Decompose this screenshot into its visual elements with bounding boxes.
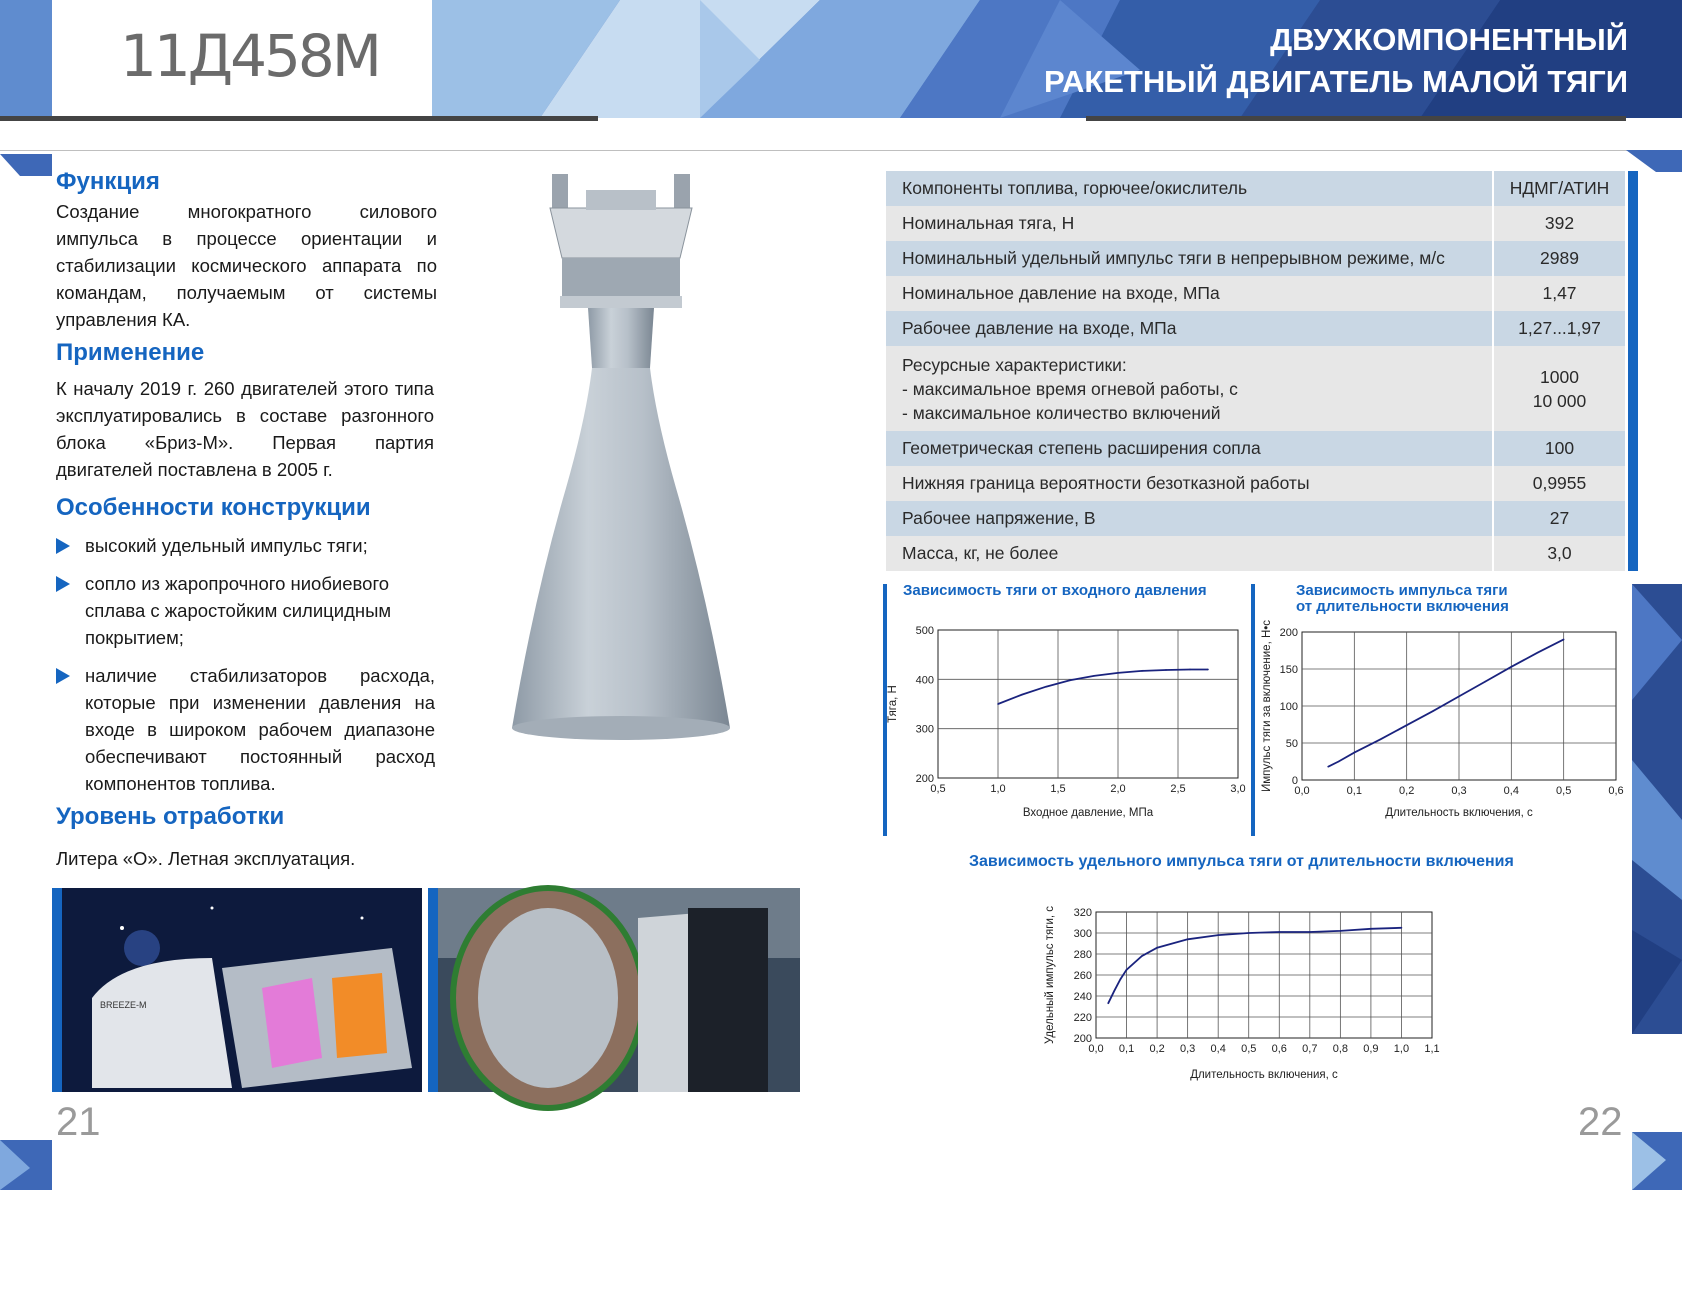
spec-table	[886, 171, 1625, 571]
x-axis-label: Длительность включения, с	[1190, 1069, 1338, 1081]
data-point	[1141, 955, 1143, 957]
data-point	[1120, 978, 1122, 980]
table-row	[886, 206, 1625, 241]
spec-label: Нижняя граница вероятности безотказной работы	[886, 466, 1493, 501]
data-point	[1370, 928, 1372, 930]
specific-impulse-chart	[1030, 890, 1450, 1110]
data-point	[1021, 694, 1023, 696]
data-point	[1338, 761, 1340, 763]
y-tick-label: 240	[1073, 991, 1092, 1003]
spec-value: 1,47	[1493, 276, 1625, 311]
heading-line-2: РАКЕТНЫЙ ДВИГАТЕЛЬ МАЛОЙ ТЯГИ	[1044, 64, 1628, 99]
table-row	[886, 466, 1625, 501]
data-point	[1511, 666, 1513, 668]
heading-line-1: ДВУХКОМПОНЕНТНЫЙ	[1270, 22, 1628, 57]
design-item: наличие стабилизаторов расхода, которые при изменении давления на входе в широком рабочем диапазоне обеспечивают постоянный расход компонентов топлива.	[85, 665, 435, 794]
x-tick-label: 0,4	[1210, 1043, 1226, 1055]
data-point	[1327, 766, 1329, 768]
data-point	[1537, 652, 1539, 654]
breeze-m-photo	[62, 888, 422, 1092]
x-tick-label: 1,0	[990, 783, 1006, 795]
data-point	[1406, 724, 1408, 726]
data-point	[1207, 669, 1209, 671]
photo-right-accent	[428, 888, 438, 1092]
spec-value: 392	[1493, 206, 1625, 241]
spec-label: Рабочее давление на входе, МПа	[886, 311, 1493, 346]
x-tick-label: 0,0	[1088, 1043, 1104, 1055]
x-tick-label: 1,1	[1424, 1043, 1440, 1055]
data-point	[1563, 639, 1565, 641]
table-row	[886, 346, 1625, 431]
chart3-title: Зависимость удельного импульса тяги от длительности включения	[969, 853, 1514, 870]
header-divider	[0, 150, 1682, 151]
engine-image	[500, 168, 770, 768]
data-point	[1141, 670, 1143, 672]
header-rule-left	[0, 116, 598, 121]
spec-value: 10 000	[1532, 390, 1587, 411]
table-row	[886, 171, 1625, 206]
data-point	[1107, 1003, 1109, 1005]
x-tick-label: 0,4	[1503, 785, 1519, 797]
y-axis-label: Тяга, Н	[887, 685, 899, 723]
data-point	[1093, 675, 1095, 677]
bullet-icon	[56, 576, 70, 592]
plot-area	[938, 630, 1238, 778]
data-point	[1114, 990, 1116, 992]
spec-label: Геометрическая степень расширения сопла	[886, 431, 1493, 466]
model-name: 11Д458М	[120, 22, 379, 90]
x-tick-label: 0,1	[1346, 785, 1362, 797]
x-tick-label: 0,6	[1608, 785, 1624, 797]
spec-label: Номинальная тяга, Н	[886, 206, 1493, 241]
table-row	[886, 276, 1625, 311]
function-text: Создание многократного силового импульса в процессе ориентации и стабилизации космического аппарата по командам, получаемым от системы управления КА.	[56, 201, 437, 330]
y-tick-label: 200	[1279, 627, 1298, 639]
thrust-vs-pressure-chart	[887, 610, 1246, 850]
spec-label: Масса, кг, не более	[886, 536, 1493, 571]
y-tick-label: 400	[915, 674, 934, 687]
x-tick-label: 1,5	[1050, 783, 1066, 795]
table-row	[886, 241, 1625, 276]
data-point	[1484, 681, 1486, 683]
table-row	[886, 431, 1625, 466]
y-tick-label: 50	[1285, 738, 1298, 750]
x-tick-label: 0,2	[1399, 785, 1415, 797]
spec-label: Рабочее напряжение, В	[886, 501, 1493, 536]
x-tick-label: 0,0	[1294, 785, 1310, 797]
table-row	[886, 536, 1625, 571]
breeze-m-label: BREEZE-M	[100, 1000, 147, 1010]
bullet-icon	[56, 538, 70, 554]
design-heading: Особенности конструкции	[56, 494, 371, 521]
spec-value: 1000	[1540, 366, 1579, 387]
spec-label: Ресурсные характеристики:	[902, 354, 1127, 375]
y-tick-label: 100	[1279, 701, 1298, 713]
page-number-right: 22	[1578, 1100, 1623, 1144]
data-point	[1380, 739, 1382, 741]
x-tick-label: 0,6	[1271, 1043, 1287, 1055]
x-tick-label: 0,3	[1451, 785, 1467, 797]
data-point	[1354, 752, 1356, 754]
bullet-icon	[56, 668, 70, 684]
data-point	[1401, 927, 1403, 929]
data-point	[1340, 930, 1342, 932]
data-point	[1189, 669, 1191, 671]
x-tick-label: 0,9	[1363, 1043, 1379, 1055]
data-point	[1117, 672, 1119, 674]
data-point	[1248, 932, 1250, 934]
x-tick-label: 1,0	[1393, 1043, 1410, 1055]
chart2-accent	[1251, 584, 1255, 836]
data-point	[1045, 686, 1047, 688]
x-tick-label: 0,3	[1179, 1043, 1196, 1055]
y-tick-label: 200	[1073, 1033, 1092, 1045]
level-text: Литера «О». Летная эксплуатация.	[56, 848, 356, 869]
spec-value: НДМГ/АТИН	[1493, 171, 1625, 206]
function-heading: Функция	[56, 168, 160, 195]
photo-left-accent	[52, 888, 62, 1092]
data-point	[1217, 934, 1219, 936]
spec-label: Номинальное давление на входе, МПа	[886, 276, 1493, 311]
spec-value: 3,0	[1493, 536, 1625, 571]
y-tick-label: 260	[1073, 970, 1092, 982]
data-point	[1458, 696, 1460, 698]
chart1-title: Зависимость тяги от входного давления	[903, 582, 1207, 599]
x-axis-label: Длительность включения, с	[1385, 807, 1533, 819]
x-tick-label: 0,2	[1149, 1043, 1165, 1055]
page-number-left: 21	[56, 1100, 101, 1144]
y-tick-label: 0	[1291, 775, 1298, 787]
spec-label: - максимальное количество включений	[902, 402, 1221, 423]
y-tick-label: 150	[1279, 664, 1298, 676]
x-tick-label: 2,5	[1170, 783, 1186, 795]
x-tick-label: 0,5	[1556, 785, 1572, 797]
data-point	[1126, 969, 1128, 971]
table-row	[886, 311, 1625, 346]
y-tick-label: 200	[915, 773, 934, 785]
data-point	[1156, 947, 1158, 949]
x-tick-label: 0,5	[930, 783, 946, 795]
application-heading: Применение	[56, 339, 205, 366]
y-tick-label: 220	[1073, 1012, 1092, 1024]
data-point	[997, 703, 999, 705]
spec-value: 2989	[1493, 241, 1625, 276]
design-item: высокий удельный импульс тяги;	[85, 535, 368, 556]
x-tick-label: 0,8	[1332, 1043, 1349, 1055]
x-tick-label: 3,0	[1230, 783, 1246, 795]
data-point	[1278, 931, 1280, 933]
table-row	[886, 501, 1625, 536]
x-tick-label: 0,5	[1241, 1043, 1257, 1055]
impulse-vs-duration-chart	[1256, 610, 1631, 850]
x-axis-label: Входное давление, МПа	[1022, 807, 1154, 819]
y-axis-label: Импульс тяги за включение, Н•с	[1261, 619, 1273, 793]
header-rule-right	[1086, 116, 1626, 121]
table-accent-bar	[1628, 171, 1638, 571]
spec-label: Номинальный удельный импульс тяги в непрерывном режиме, м/с	[886, 241, 1493, 276]
x-tick-label: 0,7	[1302, 1043, 1318, 1055]
x-tick-label: 0,1	[1118, 1043, 1135, 1055]
y-tick-label: 280	[1073, 949, 1092, 961]
spec-value: 0,9955	[1493, 466, 1625, 501]
y-tick-label: 300	[915, 723, 934, 736]
design-item: сопло из жаропрочного ниобиевого сплава с жаростойким силицидным покрытием;	[85, 573, 392, 648]
level-heading: Уровень отработки	[56, 803, 285, 830]
spec-value: 1,27...1,97	[1493, 311, 1625, 346]
spec-label: Компоненты топлива, горючее/окислитель	[886, 171, 1493, 206]
application-text: К началу 2019 г. 260 двигателей этого типа эксплуатировались в составе разгонного блока «Бриз-М». Первая партия двигателей поставлена в 2005 г.	[56, 378, 434, 480]
data-point	[1309, 931, 1311, 933]
spec-value: 100	[1493, 431, 1625, 466]
spec-value: 27	[1493, 501, 1625, 536]
data-point	[1069, 680, 1071, 682]
data-point	[1165, 669, 1167, 671]
spec-label: - максимальное время огневой работы, с	[902, 378, 1238, 399]
y-tick-label: 320	[1073, 907, 1092, 919]
x-tick-label: 2,0	[1110, 783, 1126, 795]
data-point	[1187, 939, 1189, 941]
assembly-photo	[438, 888, 800, 1092]
data-point	[1432, 710, 1434, 712]
chart2-title: Зависимость импульса тяги от длительности включения	[1296, 582, 1509, 615]
y-tick-label: 300	[1073, 928, 1092, 940]
y-axis-label: Удельный импульс тяги, с	[1044, 905, 1056, 1045]
y-tick-label: 500	[915, 625, 934, 637]
left-margin-decoration	[0, 118, 52, 1308]
